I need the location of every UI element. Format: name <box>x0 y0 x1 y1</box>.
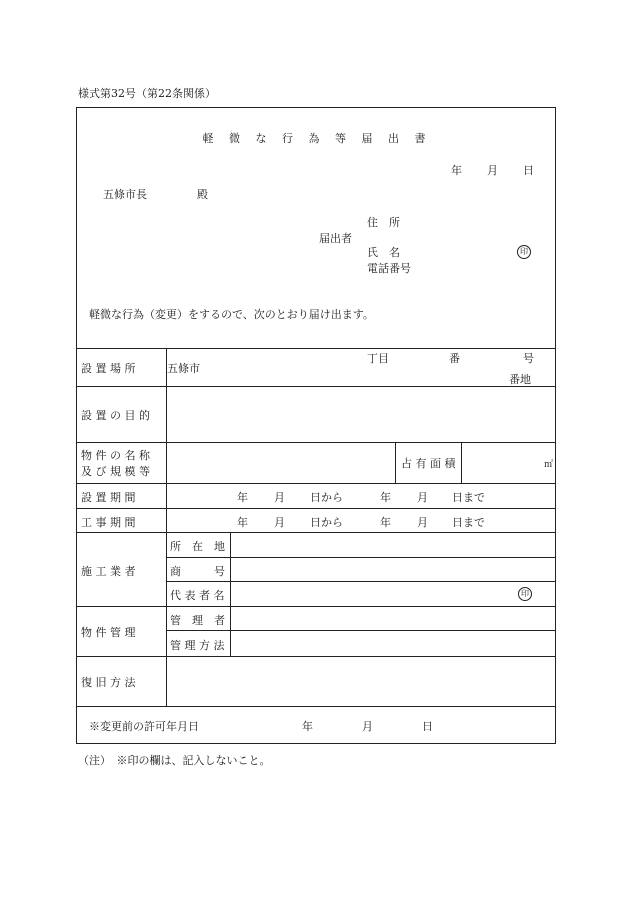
location-ban: 番 <box>449 352 460 365</box>
applicant-seal: 印 <box>517 245 531 259</box>
prior-permit-month: 月 <box>362 720 373 733</box>
contractor-seal-icon <box>518 586 532 601</box>
area-unit: ㎡ <box>544 460 554 470</box>
contractor-seal: 印 <box>518 587 532 601</box>
work-month2: 月 <box>417 516 428 529</box>
applicant-phone-label: 電話番号 <box>367 262 411 275</box>
statement: 軽微な行為（変更）をするので、次のとおり届け出ます。 <box>89 308 374 321</box>
location-banchi: 番地 <box>509 373 531 386</box>
contractor-label: 施 工 業 者 <box>81 565 136 578</box>
contractor-trade-name-label: 商 号 <box>170 565 225 578</box>
restoration-label: 復 旧 方 法 <box>81 676 136 689</box>
install-period-label: 設 置 期 間 <box>81 491 136 504</box>
prior-permit-year: 年 <box>302 720 313 733</box>
prior-permit-day: 日 <box>422 720 433 733</box>
work-month1: 月 <box>274 516 285 529</box>
applicant-address-label: 住 所 <box>367 216 400 229</box>
location-chome: 丁目 <box>367 352 389 365</box>
install-month2: 月 <box>417 491 428 504</box>
date-day: 日 <box>523 164 534 177</box>
contractor-address-label: 所 在 地 <box>170 540 225 553</box>
object-label-line1: 物 件 の 名 称 <box>81 449 150 462</box>
location-city: 五條市 <box>167 362 200 375</box>
contractor-representative-label: 代 表 者 名 <box>170 589 225 602</box>
work-from: 日から <box>310 516 343 529</box>
management-label: 物 件 管 理 <box>81 626 136 639</box>
management-method-label: 管 理 方 法 <box>170 639 225 652</box>
applicant-name-label: 氏 名 <box>367 246 400 259</box>
footnote: （注） ※印の欄は、記入しないこと。 <box>78 754 271 767</box>
work-year2: 年 <box>380 516 391 529</box>
install-month1: 月 <box>274 491 285 504</box>
date-year: 年 <box>451 164 462 177</box>
addressee-honorific: 殿 <box>197 188 208 201</box>
work-until: 日まで <box>452 516 485 529</box>
install-from: 日から <box>310 491 343 504</box>
management-manager-label: 管 理 者 <box>170 614 225 627</box>
install-until: 日まで <box>452 491 485 504</box>
work-year1: 年 <box>237 516 248 529</box>
work-period-label: 工 事 期 間 <box>81 516 136 529</box>
seal-mark-icon <box>517 244 531 259</box>
form-number: 様式第32号（第22条関係） <box>78 87 216 100</box>
applicant-label: 届出者 <box>319 232 352 245</box>
install-year2: 年 <box>380 491 391 504</box>
form-title: 軽 微 な 行 為 等 届 出 書 <box>202 132 432 145</box>
form-frame <box>76 107 556 744</box>
object-label-line2: 及 び 規 模 等 <box>81 465 150 478</box>
location-go: 号 <box>523 352 534 365</box>
location-label: 設 置 場 所 <box>81 362 136 375</box>
area-label: 占 有 面 積 <box>401 457 456 470</box>
date-month: 月 <box>487 164 498 177</box>
addressee-name: 五條市長 <box>103 188 147 201</box>
install-year1: 年 <box>237 491 248 504</box>
purpose-label: 設 置 の 目 的 <box>81 409 150 422</box>
prior-permit-label: ※変更前の許可年月日 <box>89 720 199 733</box>
